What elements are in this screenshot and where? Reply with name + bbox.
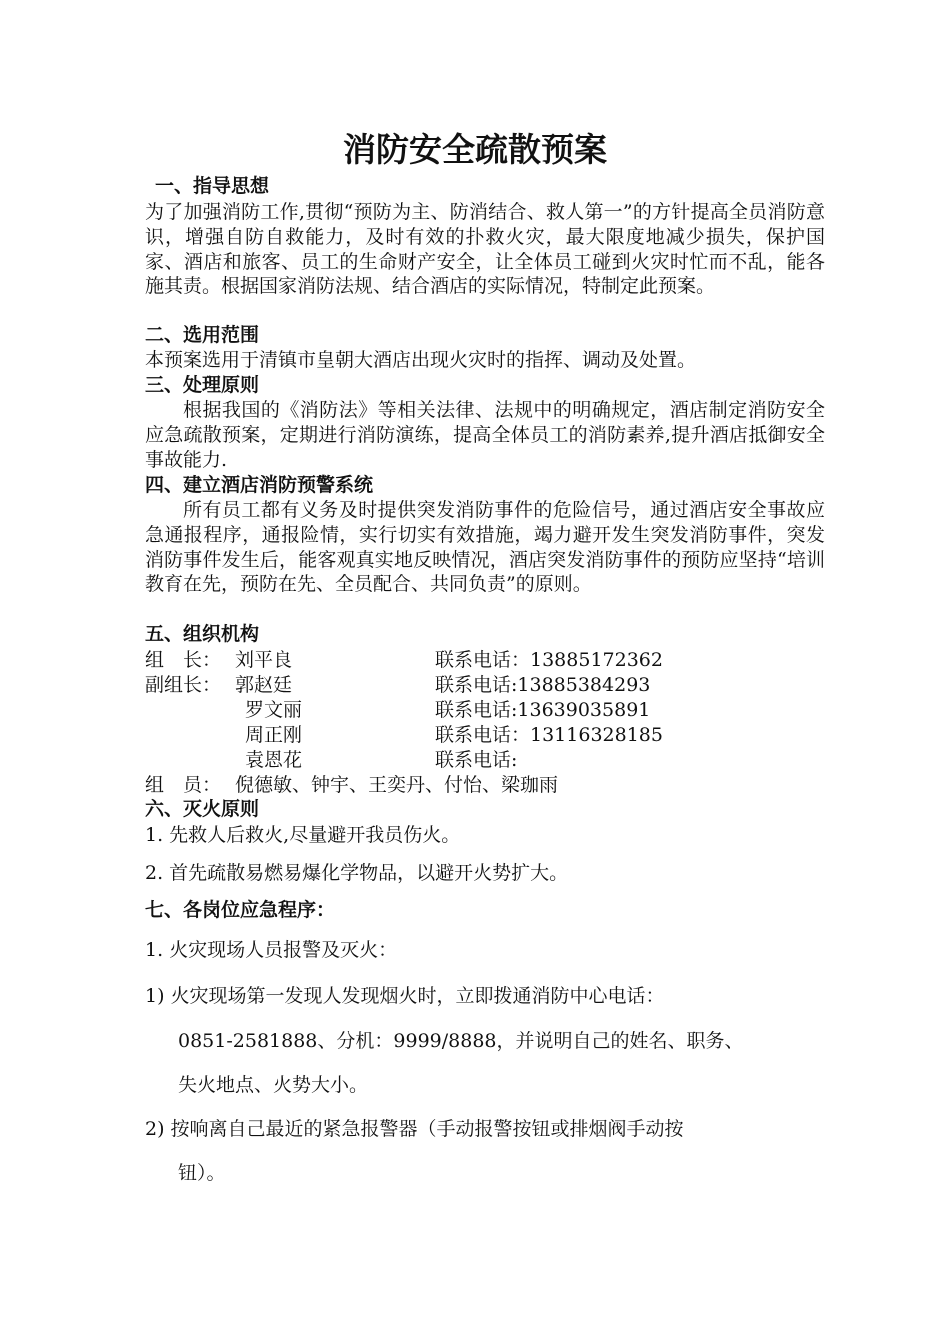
- members-label: 组 员：: [145, 774, 222, 796]
- section-heading-firefighting: 六、灭火原则: [145, 798, 260, 820]
- deputy-phone: 联系电话:: [435, 749, 518, 771]
- deputy-phone: 联系电话:13639035891: [435, 699, 651, 721]
- section-heading-organization: 五、组织机构: [145, 623, 260, 645]
- deputy-name: 周正刚: [245, 724, 303, 746]
- deputy-phone: 联系电话:13885384293: [435, 674, 651, 696]
- list-item: 1. 先救人后救火,尽量避开我员伤火。: [145, 824, 461, 846]
- list-item: 2) 按响离自己最近的紧急报警器（手动报警按钮或排烟阀手动按: [145, 1118, 684, 1140]
- members-list: 倪德敏、钟宇、王奕丹、付怡、梁珈雨: [235, 774, 559, 796]
- deputy-name: 袁恩花: [245, 749, 303, 771]
- deputy-phone: 联系电话：13116328185: [435, 724, 663, 746]
- list-item: 2. 首先疏散易燃易爆化学物品，以避开火势扩大。: [145, 862, 569, 884]
- deputy-label: 副组长：: [145, 674, 222, 696]
- list-item-continuation: 失火地点、火势大小。: [178, 1074, 369, 1096]
- leader-label: 组 长：: [145, 649, 222, 671]
- list-item: 1) 火灾现场第一发现人发现烟火时，立即拨通消防中心电话：: [145, 985, 665, 1007]
- list-item-continuation: 0851-2581888、分机：9999/8888，并说明自己的姓名、职务、: [178, 1030, 744, 1052]
- section-body-warning-system: 所有员工都有义务及时提供突发消防事件的危险信号，通过酒店安全事故应急通报程序，通报险情，实行切实有效措施，竭力避开发生突发消防事件，突发消防事件发生后，能客观真实地反映情况，酒店突发消防事件的预防应坚持“培训教育在先，预防在先、全员配合、共同负责”的原则。: [145, 499, 825, 596]
- list-item: 1. 火灾现场人员报警及灭火：: [145, 939, 398, 961]
- deputy-name: 罗文丽: [245, 699, 303, 721]
- leader-name: 刘平良: [235, 649, 293, 671]
- deputy-name: 郭赵廷: [235, 674, 293, 696]
- section-heading-emergency-procedures: 七、各岗位应急程序：: [145, 899, 336, 921]
- section-heading-warning-system: 四、建立酒店消防预警系统: [145, 474, 374, 496]
- section-heading-scope: 二、选用范围: [145, 324, 260, 346]
- document-title: 消防安全疏散预案: [343, 130, 607, 169]
- section-body-guiding-idea: 为了加强消防工作,贯彻“预防为主、防消结合、救人第一”的方针提高全员消防意识，增强自防自救能力，及时有效的扑救火灾，最大限度地减少损失，保护国家、酒店和旅客、员工的生命财产安全，让全体员工碰到火灾时忙而不乱，能各施其责。根据国家消防法规、结合酒店的实际情况，特制定此预案。: [145, 201, 825, 298]
- section-heading-principles: 三、处理原则: [145, 374, 260, 396]
- section-body-scope: 本预案选用于清镇市皇朝大酒店出现火灾时的指挥、调动及处置。: [145, 349, 697, 371]
- list-item-continuation: 钮）。: [178, 1162, 226, 1184]
- section-heading-guiding-idea: 一、指导思想: [155, 175, 270, 197]
- section-body-principles: 根据我国的《消防法》等相关法律、法规中的明确规定，酒店制定消防安全应急疏散预案，定期进行消防演练，提高全体员工的消防素养,提升酒店抵御安全事故能力.: [145, 399, 825, 471]
- leader-phone: 联系电话：13885172362: [435, 649, 663, 671]
